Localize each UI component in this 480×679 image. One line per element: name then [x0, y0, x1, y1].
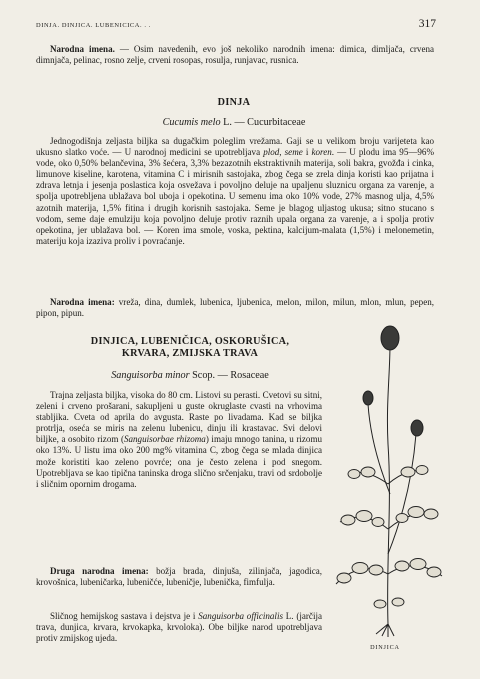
- dinja-species: Cucumis melo: [162, 117, 221, 128]
- dinja-names-label: Narodna imena:: [50, 297, 115, 307]
- intro-text: — Osim navedenih, evo još nekoliko narodnih imena: dimica, dimljača, crvena dimnjača, pelinac, rosno zelje, crveni rosopas, rosulja, runjavac, rusnica.: [36, 44, 435, 66]
- dinjica-heading-1: DINJICA, LUBENIČICA, OSKORUŠICA,: [90, 336, 290, 347]
- sanguisorba-officinalis-note: [36, 611, 322, 644]
- dinjica-text-b: ) imaju mnogo tanina, u rizomu oko 13%. U listu ima oko 200 mg% vitamina C, zbog čega se mlada dinjica može koristiti kao zeleno povrće; ona je često zelena i pod snegom. Upotrebljava se kao tipična taninska droga slično srčenjaku, travi od srdobolje i sličnim opornim drogama.: [36, 434, 323, 489]
- figure-caption: DINJICA: [370, 644, 400, 651]
- dinjica-family: Scop. — Rosaceae: [189, 370, 269, 381]
- dinja-heading: DINJA: [217, 97, 251, 108]
- dinjica-folk-names: [36, 566, 322, 588]
- dinja-latin-name: [32, 117, 436, 128]
- dinjica-names-label: Druga narodna imena:: [50, 566, 149, 576]
- dinja-names-text: vreža, dina, dumlek, lubenica, ljubenica, melon, milon, milun, mlon, mlun, pepen, pipon, pipun.: [36, 297, 434, 319]
- note-text-em: Sanguisorba officinalis: [198, 611, 283, 621]
- running-head: DINJA. DINJICA. LUBENICICA. . .: [36, 22, 151, 29]
- dinja-family: L. — Cucurbitaceae: [220, 117, 306, 128]
- intro-label: Narodna imena.: [50, 44, 115, 54]
- note-text-a: Sličnog hemijskog sastava i dejstva je i: [50, 611, 199, 621]
- intro-paragraph: [36, 44, 434, 66]
- dinjica-latin-name: [40, 370, 340, 381]
- dinja-text-em1: plod, seme: [263, 147, 303, 158]
- dinja-folk-names: [36, 297, 434, 319]
- dinjica-heading-2: KRVARA, ZMIJSKA TRAVA: [121, 348, 259, 359]
- dinjica-names-text: božja brada, dinjuša, zilinjača, jagodica, krovošnica, lubeničarka, lubeničće, lubeničje, lubenička, fimfulja.: [36, 566, 322, 588]
- dinja-text-em2: koren: [311, 147, 332, 158]
- dinja-text-b: i: [302, 147, 312, 158]
- dinja-description: [36, 136, 434, 247]
- dinjica-text-a: Trajna zeljasta biljka, visoka do 80 cm. Listovi su perasti. Cvetovi su sitni, zeleni i crveno prošarani, sakupljeni u guste okruglaste cvasti na vrhovima stabljika. Cveta od aprila do avgusta. Raste po livadama. Kad se biljka protrlja, oseća se miris na zelenu lubenicu, dinju ili krastavac. Svi delovi biljke, a osobito rizom (: [36, 390, 322, 445]
- dinjica-description: [36, 390, 322, 490]
- dinja-text-a: Jednogodišnja zeljasta biljka sa dugačkim poleglim vrežama. Gaji se u velikom broju varijeteta kao ukusno slatko voće. — U narodnoj medicini se upotrebljava: [36, 136, 434, 158]
- dinja-text-c: . — U plodu ima 95—96% vode, oko 0,50% belančevina, 3% šećera, 3,3% bezazotnih ekstraktivnih materija, soli bakra, gvožđa i cinka, limunove kiseline, karotena, vitamina C i mirisnih sastojaka, zbog čega se zrela dinja koristi kao prijatna i zdrava letnja i jesenja poslastica koja osvežava i povoljno deluje na upaljenu sluznicu organa za varenje, a spolja upotrebljena ublažava bol uboja i opekotina. U semenu ima oko 10% vode, 27% masnog ulja, 4,5% azotnih materija, 1,5% fitina i drugih korisnih sastojaka. Seme je blagog uljastog ukusa; sitno stucano s vodom, seme daje emulziju koja povoljno deluje protiv raznih upala organa za varenje, a i spolja protiv opekotina, jer ublažava bol. — Koren ima smole, voska, pektina, kalcijum-malata (1,5%) i melonemetin, materiju koja izaziva proliv i povraćanje.: [36, 147, 434, 246]
- dinjica-species: Sanguisorba minor: [111, 370, 190, 381]
- note-text-b: L. (jarčija trava, dunjica, krvara, krvokapka, krvoloka). Obe biljke narod upotrebljava protiv zmijskog ujeda.: [36, 611, 322, 644]
- page-number: 317: [418, 18, 436, 30]
- botanical-plant-illustration: [330, 324, 448, 638]
- dinjica-text-em: Sanguisorbae rhizoma: [123, 434, 206, 445]
